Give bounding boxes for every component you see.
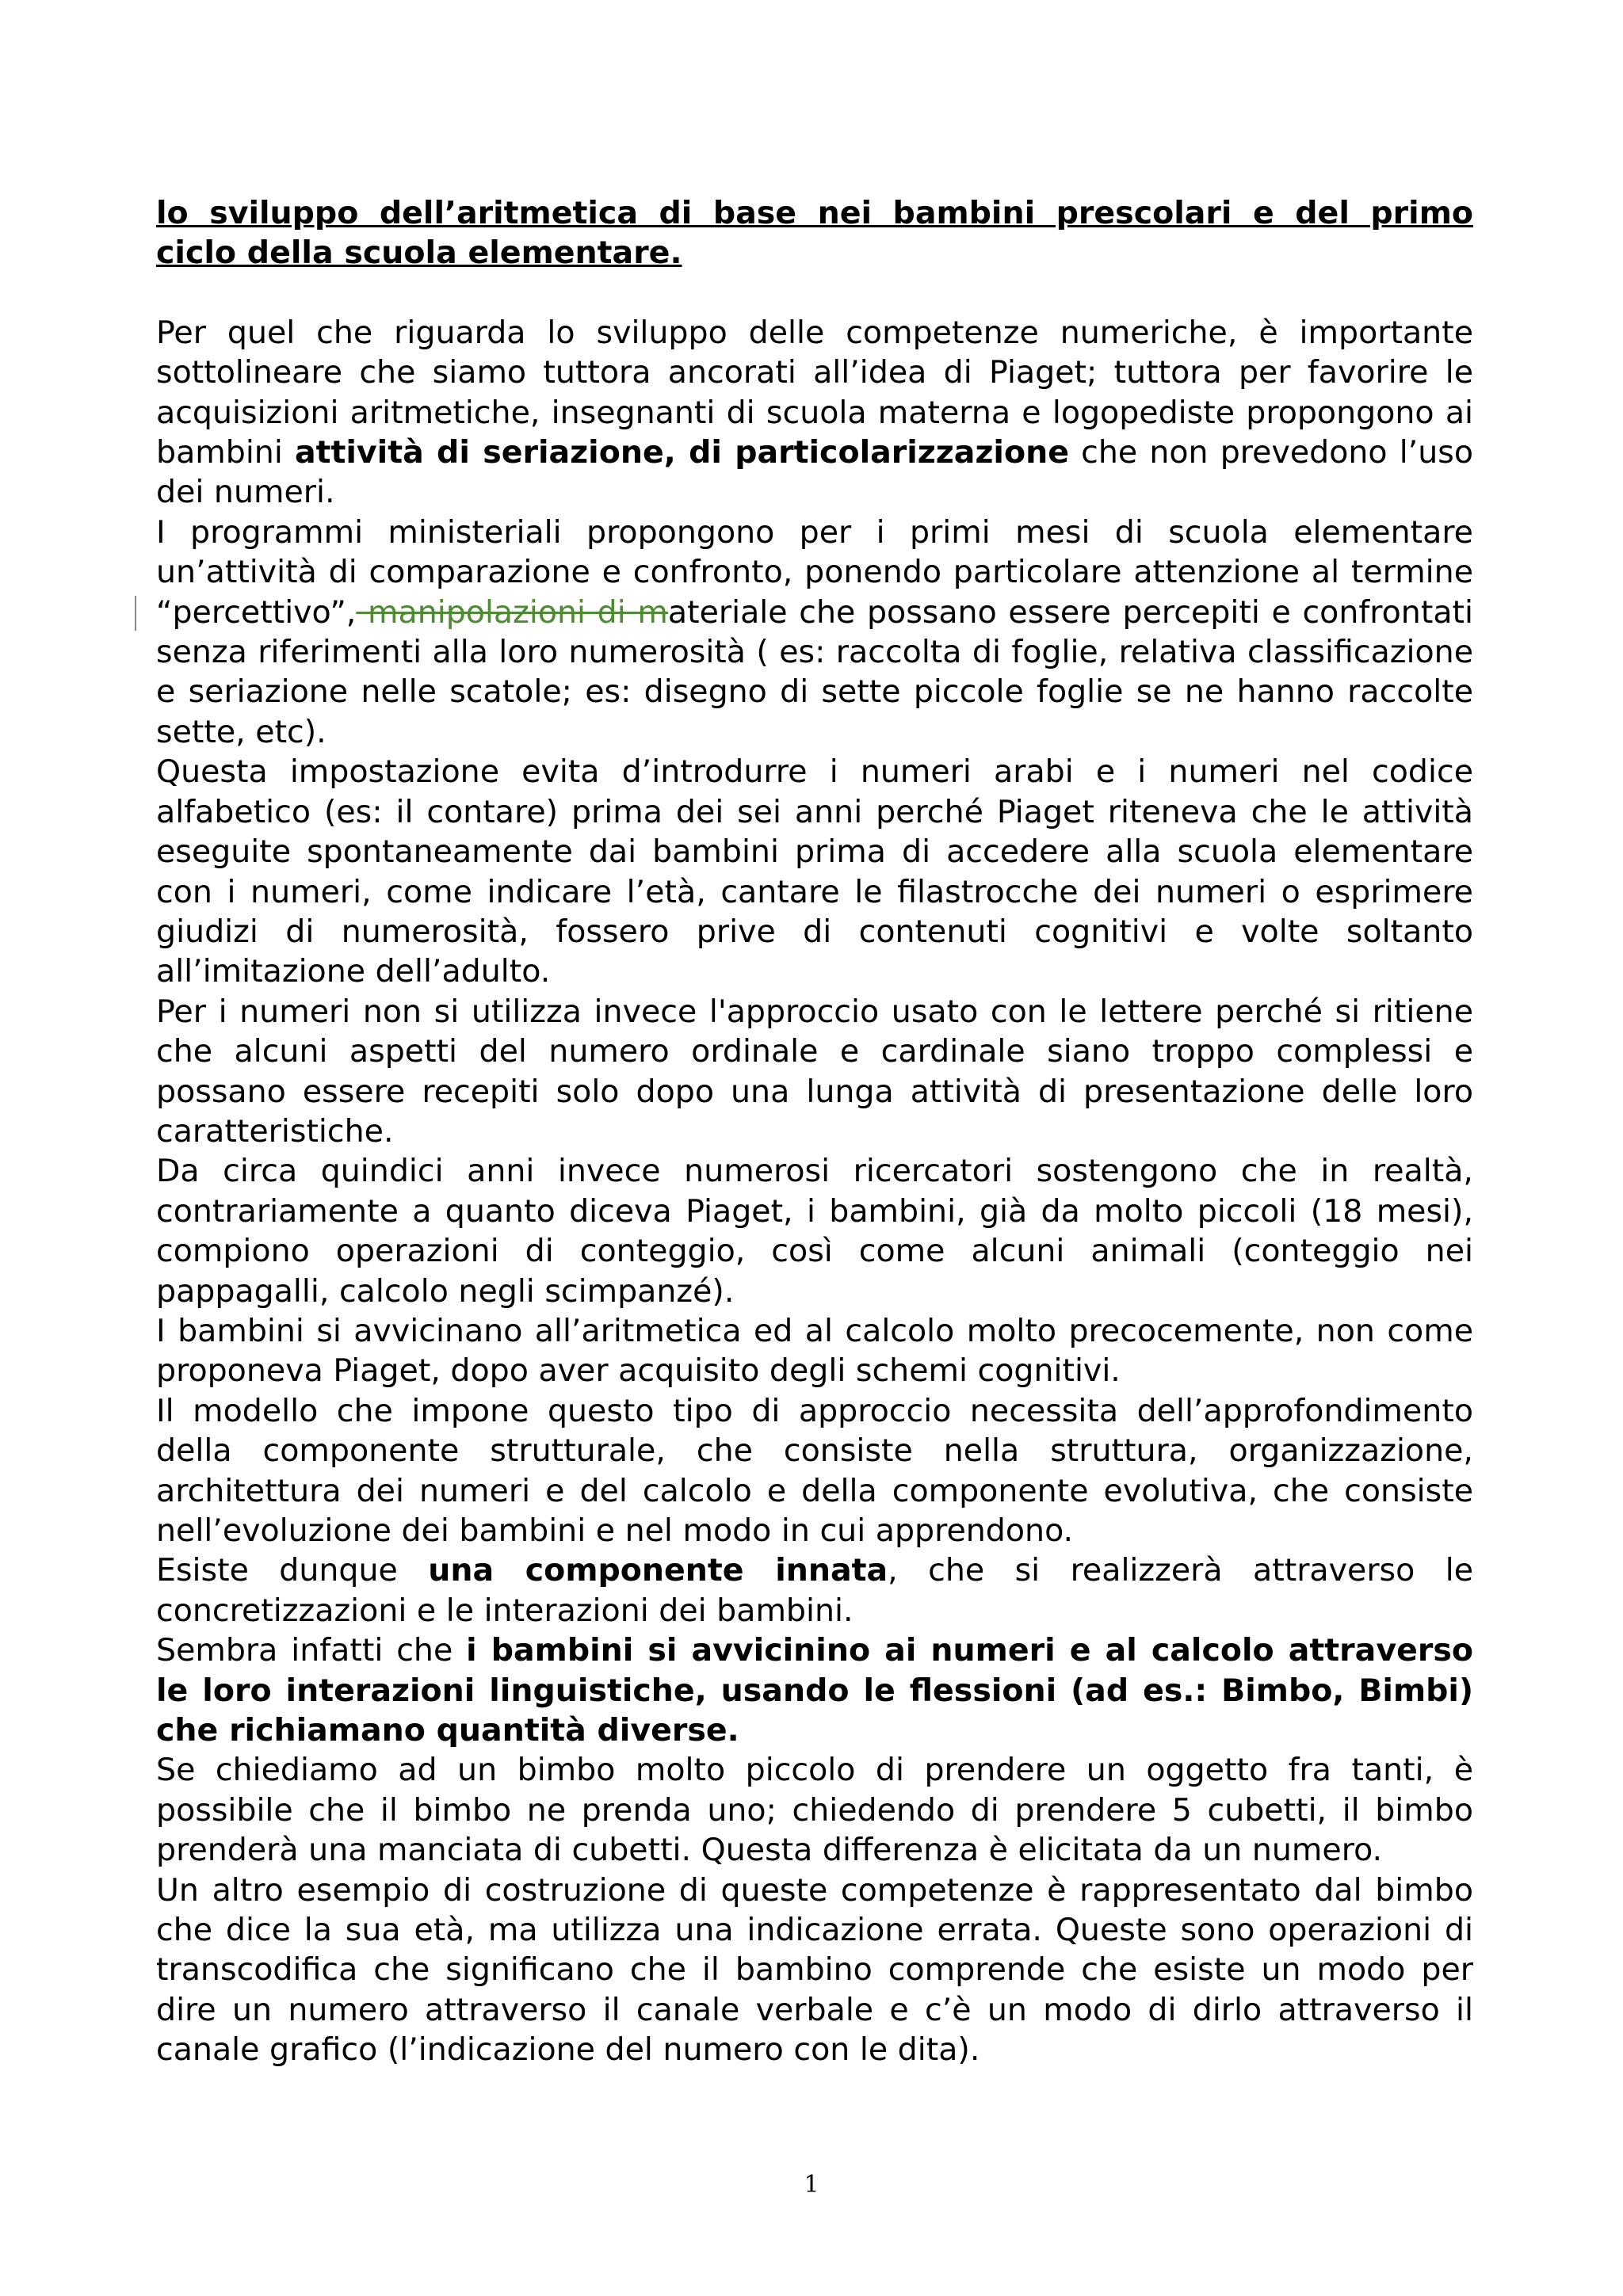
tracked-deletion: manipolazioni di m [356, 593, 668, 631]
document-title-line-1: lo sviluppo dell’aritmetica di base nei bambini prescolari e del primo [156, 195, 1473, 231]
paragraph-11: Un altro esempio di costruzione di queste competenze è rappresentato dal bimbo che dice la sua età, ma utilizza una indicazione errata. Queste sono operazioni di transcodifica che significano che il bambino comprende che esiste un modo per dire un numero attraverso il canale verbale e c’è un modo di dirlo attraverso il canale grafico (l’indicazione del numero con le dita). [156, 1871, 1473, 2069]
paragraph-2: I programmi ministeriali propongono per i primi mesi di scuola elementare un’attività di comparazione e confronto, ponendo particolare attenzione al termine “percettivo”, manipolazioni di materiale che possano essere percepiti e confrontati senza riferimenti alla loro numerosità ( es: raccolta di foglie, relativa classificazione e seriazione nelle scatole; es: disegno di sette piccole foglie se ne hanno raccolte sette, etc). [156, 513, 1473, 750]
paragraph-1: Per quel che riguarda lo sviluppo delle competenze numeriche, è importante sottolineare che siamo tuttora ancorati all’idea di Piaget; tuttora per favorire le acquisizioni aritmetiche, insegnanti di scuola materna e logopediste propongono ai bambini attività di seriazione, di particolarizzazione che non prevedono l’uso dei numeri. [156, 314, 1473, 511]
paragraph-3: Questa impostazione evita d’introdurre i numeri arabi e i numeri nel codice alfabetico (es: il contare) prima dei sei anni perché Piaget riteneva che le attività eseguite spontaneamente dai bambini prima di accedere alla scuola elementare con i numeri, come indicare l’età, cantare le filastrocche dei numeri o esprimere giudizi di numerosità, fossero prive di contenuti cognitivi e volte soltanto all’imitazione dell’adulto. [156, 753, 1473, 990]
document-title-line-2: ciclo della scuola elementare. [156, 235, 682, 272]
page-number: 1 [804, 2171, 819, 2199]
paragraph-6: I bambini si avvicinano all’aritmetica ed al calcolo molto precocemente, non come proponeva Piaget, dopo aver acquisito degli schemi cognitivi. [156, 1312, 1473, 1390]
bold-text: una componente innata [428, 1552, 888, 1589]
bold-text: i bambini si avvicinino ai numeri e al calcolo attraverso le loro interazioni linguistiche, usando le flessioni (ad es.: Bimbo, Bimbi) che richiamano quantità diverse. [156, 1632, 1473, 1749]
paragraph-7: Il modello che impone questo tipo di approccio necessita dell’approfondimento della componente strutturale, che consiste nella struttura, organizzazione, architettura dei numeri e del calcolo e della componente evolutiva, che consiste nell’evoluzione dei bambini e nel modo in cui apprendono. [156, 1392, 1473, 1549]
blank-line [156, 273, 1473, 313]
paragraph-10: Se chiediamo ad un bimbo molto piccolo di prendere un oggetto fra tanti, è possibile che il bimbo ne prenda uno; chiedendo di prendere 5 cubetti, il bimbo prenderà una manciata di cubetti. Questa differenza è elicitata da un numero. [156, 1752, 1473, 1869]
paragraph-9: Sembra infatti che i bambini si avvicinino ai numeri e al calcolo attraverso le loro interazioni linguistiche, usando le flessioni (ad es.: Bimbo, Bimbi) che richiamano quantità diverse. [156, 1632, 1473, 1749]
document-page [156, 193, 1473, 2070]
paragraph-4: Per i numeri non si utilizza invece l'approccio usato con le lettere perché si ritiene che alcuni aspetti del numero ordinale e cardinale siano troppo complessi e possano essere recepiti solo dopo una lunga attività di presentazione delle loro caratteristiche. [156, 993, 1473, 1150]
paragraph-5: Da circa quindici anni invece numerosi ricercatori sostengono che in realtà, contrariamente a quanto diceva Piaget, i bambini, già da molto piccoli (18 mesi), compiono operazioni di conteggio, così come alcuni animali (conteggio nei pappagalli, calcolo negli scimpanzé). [156, 1153, 1473, 1310]
paragraph-8: Esiste dunque una componente innata, che si realizzerà attraverso le concretizzazioni e le interazioni dei bambini. [156, 1552, 1473, 1629]
bold-text: attività di seriazione, di particolarizzazione [294, 434, 1070, 471]
change-bar [135, 596, 136, 631]
